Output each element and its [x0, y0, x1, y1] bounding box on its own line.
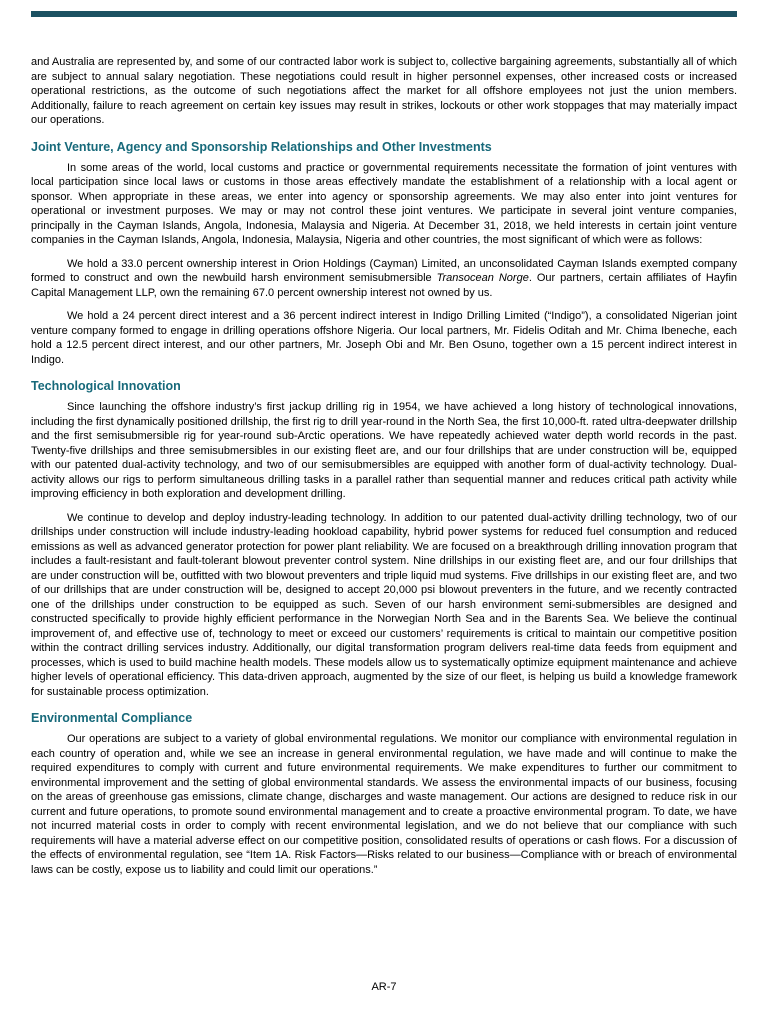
section-heading-technological-innovation: Technological Innovation	[31, 379, 181, 393]
intro-paragraph: and Australia are represented by, and some of our contracted labor work is subject to, collective bargaining agreements, substantially all of which are subject to annual salary negotiation. These negotiations could result in higher personnel expenses, other increased costs or increased operational restrictions, as the outcome of such negotiations affect the market for all offshore employees not just the union members. Additionally, failure to reach agreement on certain key issues may result in strikes, lockouts or other work stoppages that may materially impact our operations.	[31, 56, 737, 126]
joint-venture-paragraph-3: We hold a 24 percent direct interest and a 36 percent indirect interest in Indigo Drilling Limited (“Indigo”), a consolidated Nigerian joint venture company formed to engage in drilling operations offshore Nigeria. Our local partners, Mr. Fidelis Oditah and Mr. Chima Ibeneche, each hold a 12.5 percent direct interest, and our other partners, Mr. Joseph Obi and Mr. Ben Osuno, together own a 15 percent indirect interest in Indigo.	[31, 310, 737, 366]
page-top-rule	[31, 11, 737, 17]
page-number: AR-7	[371, 981, 397, 993]
environmental-compliance-paragraph-1: Our operations are subject to a variety of global environmental regulations. We monitor our compliance with environmental regulation in each country of operation and, while we see an increase in general environmental regulation, we have made and will continue to make the required expenditures to comply with current and future environmental requirements. We make expenditures to further our commitment to environmental improvement and the setting of global environmental standards. We assess the environmental impacts of our business, focusing on the areas of greenhouse gas emissions, climate change, discharges and waste management. Our actions are designed to reduce risk in our current and future operations, to promote sound environmental management and to create a proactive environmental program. To date, we have not incurred material costs in order to comply with recent environmental legislation, and we do not believe that our compliance with such requirements will have a material adverse effect on our competitive position, consolidated results of operations or cash flows. For a discussion of the effects of environmental regulation, see “Item 1A. Risk Factors—Risks related to our business—Compliance with or breach of environmental laws can be costly, expose us to liability and could limit our operations.”	[31, 733, 737, 876]
section-heading-environmental-compliance: Environmental Compliance	[31, 711, 193, 725]
paragraph-text: . Our partners, certain affiliates of Hayfin Capital Management LLP, own the remaining 67.0 percent ownership interest not owned by us.	[31, 272, 737, 299]
document-page	[0, 11, 768, 877]
technological-innovation-paragraph-2: We continue to develop and deploy industry-leading technology. In addition to our patented dual-activity drilling technology, two of our drillships under construction will include industry-leading hookload capability, hybrid power systems for reduced fuel consumption and reduced emissions as well as advanced generator protection for power plant reliability. We are focused on a breakthrough drilling innovation program that includes a fault-resistant and fault-tolerant blowout preventer control system. Nine drillships in our existing fleet are, and our four drillships that are under construction will be, outfitted with two blowout preventers and triple liquid mud systems. Five drillships in our existing fleet are, and two of our drillships that are under construction will be, designed to accept 20,000 psi blowout preventers in the future, and we recently contracted one of the drillships under construction to be equipped as such. Seven of our harsh environment semi-submersibles are designed and constructed specifically to provide highly efficient performance in the Norwegian North Sea and in the Barents Sea. We believe the continual improvement of, and effective use of, technology to meet or exceed our customers’ requirements is critical to maintain our competitive position within the contract drilling services industry. Additionally, our digital transformation program delivers real-time data feeds from equipment and processes, which is used to build machine health models. These models allow us to systematically optimize equipment maintenance and achieve higher levels of operational efficiency. This data-driven approach, augmented by the size of our fleet, is helping us build a knowledge framework for sustainable process optimization.	[31, 511, 737, 698]
section-heading-joint-venture: Joint Venture, Agency and Sponsorship Relationships and Other Investments	[31, 139, 492, 154]
joint-venture-paragraph-2	[31, 257, 737, 301]
technological-innovation-paragraph-1: Since launching the offshore industry’s first jackup drilling rig in 1954, we have achieved a long history of technological innovations, including the first dynamically positioned drillship, the first rig to drill year-round in the North Sea, the first 10,000-ft. rated ultra-deepwater drillship and the first semisubmersible rig for year-round sub-Arctic operations. We have repeatedly achieved water depth world records in the past. Twenty-five drillships and three semisubmersibles in our existing fleet are, and our four drillships that are under construction will be, equipped with our patented dual-activity technology, and two of our semisubmersibles are equipped with another form of dual-activity technology. Dual-activity allows our rigs to perform simultaneous drilling tasks in a parallel rather than sequential manner and reduces critical path activity while improving efficiency in both exploration and development drilling.	[31, 401, 737, 500]
vessel-name-italic: Transocean Norge	[436, 272, 529, 284]
paragraph-text: We hold a 33.0 percent ownership interest in Orion Holdings (Cayman) Limited, an unconsolidated Cayman Islands exempted company formed to construct and own the newbuild harsh environment semisubmersible	[31, 257, 737, 284]
joint-venture-paragraph-1: In some areas of the world, local customs and practice or governmental requirements necessitate the formation of joint ventures with local participation since local laws or customs in those areas effectively mandate the establishment of a relationship with a local agent or sponsor. When appropriate in these areas, we enter into agency or sponsorship agreements. We may also enter into joint ventures for operational or investment purposes. We may or may not control these joint ventures. We participate in several joint venture companies, principally in the Cayman Islands, Angola, Indonesia, Malaysia and Nigeria. At December 31, 2018, we held interests in certain joint venture companies in the Cayman Islands, Angola, Indonesia, Malaysia, Nigeria and other countries, the most significant of which were as follows:	[31, 161, 737, 246]
